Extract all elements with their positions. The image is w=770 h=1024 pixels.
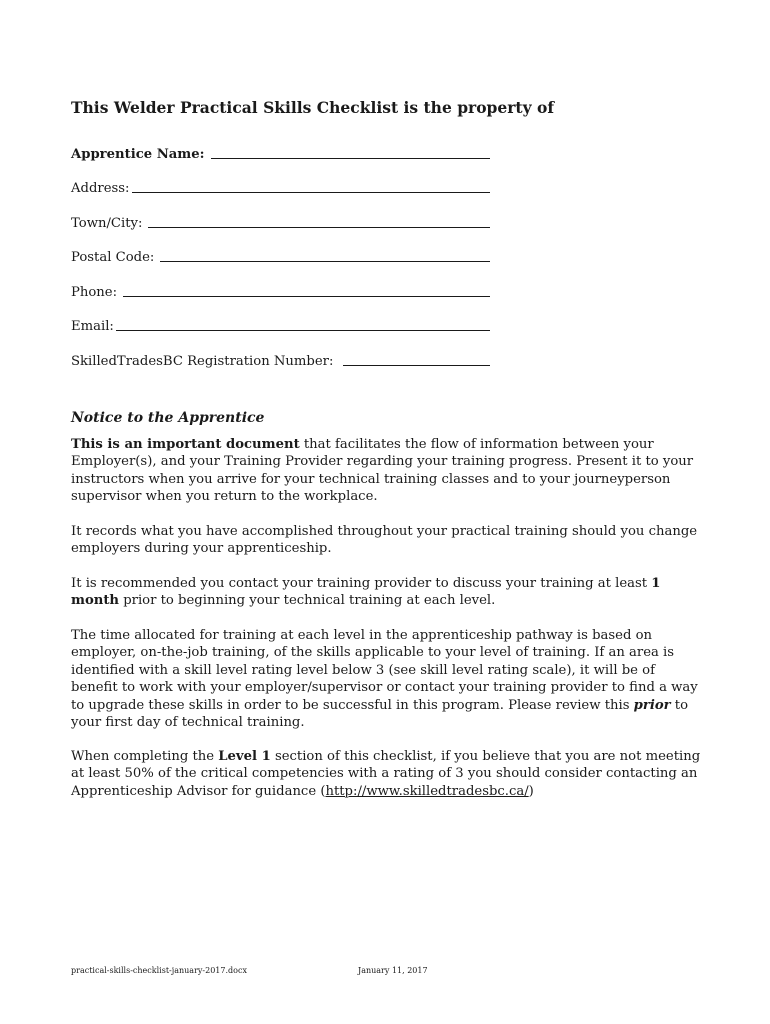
skilledtradesbc-link[interactable]: http://www.skilledtradesbc.ca/ <box>325 783 529 799</box>
paragraph-4-after: to your first day of technical training. <box>71 697 689 731</box>
postal-code-field <box>71 247 490 265</box>
town-city-label: Town/City: <box>71 216 143 231</box>
paragraph-5-bold: Level 1 <box>218 749 271 764</box>
paragraph-3-after: prior to beginning your technical training at each level. <box>119 593 496 609</box>
phone-label: Phone: <box>71 285 118 300</box>
email-label: Email: <box>71 319 114 334</box>
registration-number-field <box>71 351 490 369</box>
postal-code-label: Postal Code: <box>71 250 155 265</box>
registration-number-label: SkilledTradesBC Registration Number: <box>71 354 334 369</box>
town-city-field <box>71 213 490 231</box>
paragraph-important-document <box>71 436 701 506</box>
paragraph-3-bold: 1 month <box>71 576 661 609</box>
paragraph-records: It records what you have accomplished throughout your practical training should you change employers during your apprenticeship. <box>71 524 698 557</box>
phone-line <box>123 295 490 297</box>
paragraph-1-text: that facilitates the flow of information between your Employer(s), and your Training Provider regarding your training progress. Present it to your instructors when you arrive for your technical training classes and to your journeyperson supervisor when you return to the workplace. <box>71 437 694 505</box>
town-city-line <box>148 226 490 228</box>
paragraph-4-emph: prior <box>633 697 671 713</box>
notice-heading: Notice to the Apprentice <box>71 410 265 426</box>
document-title: This Welder Practical Skills Checklist is the property of <box>71 98 554 117</box>
address-label: Address: <box>71 181 130 196</box>
email-line <box>116 329 490 331</box>
apprentice-name-label: Apprentice Name: <box>71 147 205 162</box>
paragraph-recommended <box>71 575 701 610</box>
paragraph-5-after: ) <box>528 783 534 799</box>
email-field <box>71 316 490 334</box>
paragraph-5-before: When completing the <box>71 749 219 764</box>
postal-code-line <box>160 260 490 262</box>
footer-filename: practical-skills-checklist-january-2017.docx <box>71 966 247 975</box>
address-line <box>132 191 491 193</box>
phone-field <box>71 282 490 300</box>
apprentice-name-field <box>71 144 490 162</box>
paragraph-time-allocated <box>71 627 701 731</box>
paragraph-3-before: It is recommended you contact your training provider to discuss your training at least <box>71 576 652 591</box>
paragraph-5-middle: section of this checklist, if you believe that you are not meeting at least 50% of the critical competencies with a rating of 3 you should consider contacting an Apprenticeship Advisor for guidance ( <box>71 749 701 799</box>
footer-date: January 11, 2017 <box>358 966 428 975</box>
paragraph-4-before: The time allocated for training at each level in the apprenticeship pathway is based on employer, on-the-job training, of the skills applicable to your level of training. If an area is identified with a skill level rating level below 3 (see skill level rating scale), it will be of benefit to work with your employer/supervisor or contact your training provider to find a way to upgrade these skills in order to be successful in this program. Please review this <box>71 628 698 713</box>
paragraph-1-bold: This is an important document <box>71 437 300 452</box>
apprentice-name-line <box>211 157 490 159</box>
address-field <box>71 178 490 196</box>
paragraph-level-1 <box>71 748 701 800</box>
registration-number-line <box>343 364 490 366</box>
